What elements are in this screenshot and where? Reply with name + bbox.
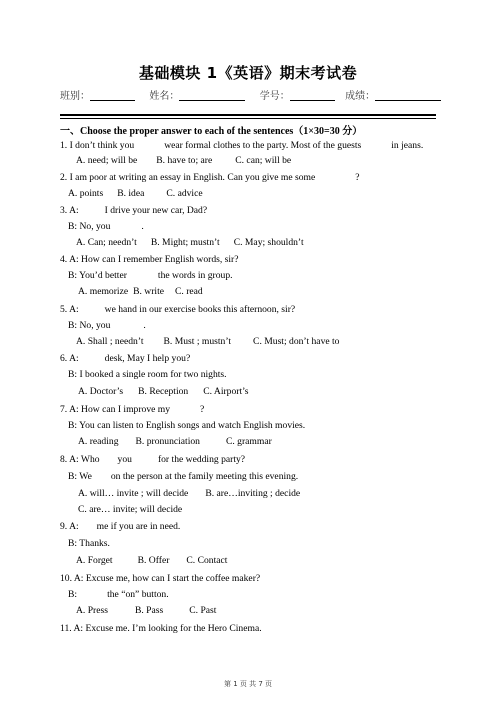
option-c[interactable]: C. advice (166, 188, 203, 199)
option-b[interactable]: B. pronunciation (135, 436, 200, 447)
question-7-b: B: You can listen to English songs and watch English movies. (68, 420, 306, 431)
option-c[interactable]: C. are… invite; will decide (78, 504, 183, 515)
option-a[interactable]: A. Press (76, 605, 108, 616)
question-3: 3. A: I drive your new car, Dad? (60, 205, 208, 216)
page-title: 基础模块 1《英语》期末考试卷 (138, 64, 358, 82)
question-4-b: B: You’d better the words in group. (68, 270, 233, 281)
option-b[interactable]: B. are…inviting ; decide (205, 488, 301, 499)
question-2-options (68, 188, 203, 199)
option-b[interactable]: B. Reception (138, 386, 189, 397)
question-3-options (76, 237, 304, 248)
question-9-options (76, 555, 227, 566)
option-c[interactable]: C. Past (189, 605, 217, 616)
option-a[interactable]: A. Shall ; needn’t (76, 336, 144, 347)
class-blank[interactable] (90, 90, 135, 101)
option-c[interactable]: C. read (175, 286, 203, 297)
question-7-options (78, 436, 272, 447)
question-10-b: B: the “on” button. (68, 589, 169, 600)
question-9-b: B: Thanks. (68, 538, 110, 549)
question-1-options (76, 155, 291, 166)
option-c[interactable]: C. Contact (186, 555, 228, 566)
option-c[interactable]: C. May; shouldn’t (233, 237, 304, 248)
question-10-options (76, 605, 216, 616)
question-6-b: B: I booked a single room for two nights. (68, 369, 227, 380)
option-a[interactable]: A. need; will be (76, 155, 138, 166)
name-label: 姓名： (149, 91, 180, 102)
option-c[interactable]: C. Airport’s (203, 386, 249, 397)
question-10: 10. A: Excuse me, how can I start the coffee maker? (60, 573, 261, 584)
student-id-blank[interactable] (290, 90, 335, 101)
question-11: 11. A: Excuse me. I’m looking for the Hero Cinema. (60, 623, 262, 634)
option-b[interactable]: B. idea (117, 188, 145, 199)
option-b[interactable]: B. have to; are (156, 155, 213, 166)
option-a[interactable]: A. points (68, 188, 104, 199)
student-id-label: 学号： (259, 91, 290, 102)
option-a[interactable]: A. will… invite ; will decide (78, 488, 189, 499)
question-6-options (78, 386, 249, 397)
score-blank[interactable] (375, 90, 441, 101)
question-1: 1. I don’t think you wear formal clothes to the party. Most of the guests in jeans. (60, 140, 424, 151)
question-5: 5. A: we hand in our exercise books this afternoon, sir? (60, 304, 296, 315)
option-a[interactable]: A. memorize (78, 286, 129, 297)
question-5-options (76, 336, 339, 347)
page-number: 第 1 页 共 7 页 (223, 680, 273, 688)
question-8-option-c (78, 504, 182, 515)
question-2: 2. I am poor at writing an essay in English. Can you give me some ? (60, 172, 360, 183)
question-4: 4. A: How can I remember English words, sir? (60, 254, 239, 265)
name-blank[interactable] (179, 90, 245, 101)
question-9: 9. A: me if you are in need. (60, 521, 181, 532)
question-8-options (78, 488, 300, 499)
option-a[interactable]: A. reading (78, 436, 119, 447)
option-a[interactable]: A. Doctor’s (78, 386, 124, 397)
option-b[interactable]: B. Might; mustn’t (150, 237, 220, 248)
option-b[interactable]: B. Pass (134, 605, 164, 616)
header-rule-thin (60, 118, 436, 119)
option-c[interactable]: C. can; will be (235, 155, 292, 166)
option-c[interactable]: C. grammar (225, 436, 272, 447)
option-a[interactable]: A. Forget (76, 555, 113, 566)
header-rule-thick (60, 114, 436, 116)
question-3-b: B: No, you . (68, 221, 144, 232)
student-info-line (60, 87, 440, 102)
question-8-b: B: We on the person at the family meeting this evening. (68, 471, 299, 482)
question-5-b: B: No, you . (68, 320, 146, 331)
option-a[interactable]: A. Can; needn’t (76, 237, 137, 248)
option-b[interactable]: B. Must ; mustn’t (163, 336, 232, 347)
score-label: 成绩： (345, 91, 376, 102)
question-4-options (78, 286, 203, 297)
option-c[interactable]: C. Must; don’t have to (253, 336, 340, 347)
option-b[interactable]: B. Offer (137, 555, 170, 566)
question-7: 7. A: How can I improve my ? (60, 404, 205, 415)
question-8: 8. A: Who you for the wedding party? (60, 454, 246, 465)
question-6: 6. A: desk, May I help you? (60, 353, 191, 364)
option-b[interactable]: B. write (133, 286, 165, 297)
section-heading: 一、Choose the proper answer to each of the sentences（1×30=30 分） (60, 126, 363, 137)
class-label: 班别： (60, 91, 90, 102)
